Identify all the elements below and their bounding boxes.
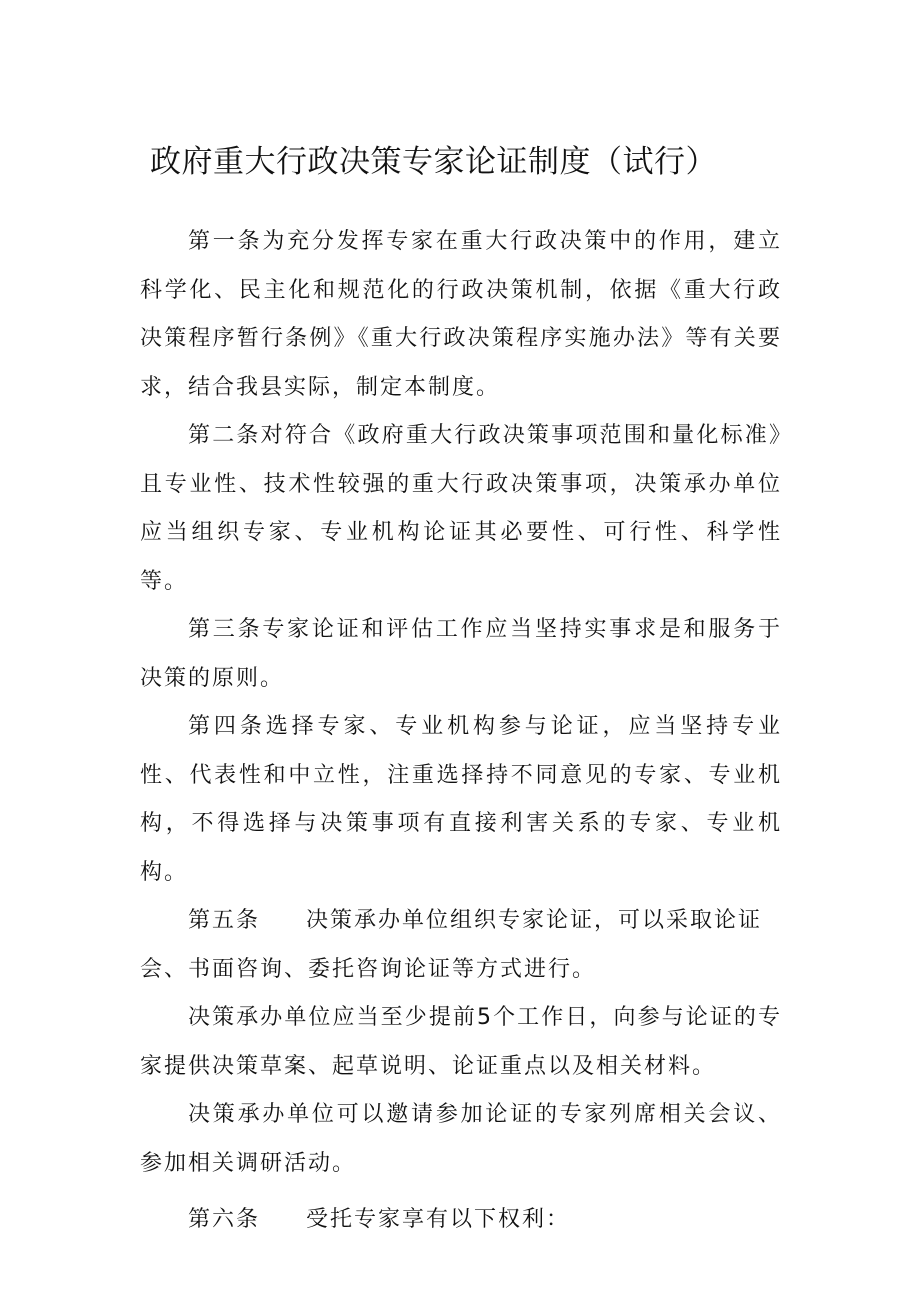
article-5-advance-notice-paragraph: 决策承办单位应当至少提前5个工作日，向参与论证的专家提供决策草案、起草说明、论证重点以及相关材料。 [140,1005,782,1079]
article-5-text: 决策承办单位组织专家论证，可以采取论证会、书面咨询、委托咨询论证等方式进行。 [140,908,763,982]
article-5-paragraph [140,897,782,994]
article-6-text: 受托专家享有以下权利： [306,1207,571,1232]
article-6-paragraph [140,1196,782,1245]
article-5-label: 第五条 [188,908,261,933]
article-4-paragraph: 第四条选择专家、专业机构参与论证，应当坚持专业性、代表性和中立性，注重选择持不同意见的专家、专业机构，不得选择与决策事项有直接利害关系的专家、专业机构。 [140,714,782,885]
document-title: 政府重大行政决策专家论证制度（试行） [150,144,717,180]
article-3-paragraph: 第三条专家论证和评估工作应当坚持实事求是和服务于决策的原则。 [140,617,782,691]
article-2-paragraph: 第二条对符合《政府重大行政决策事项范围和量化标准》且专业性、技术性较强的重大行政决策事项，决策承办单位应当组织专家、专业机构论证其必要性、可行性、科学性等。 [140,423,782,594]
document-body [140,218,782,1245]
article-6-label: 第六条 [188,1207,261,1232]
article-5-attendance-paragraph: 决策承办单位可以邀请参加论证的专家列席相关会议、参加相关调研活动。 [140,1102,782,1176]
article-1-paragraph: 第一条为充分发挥专家在重大行政决策中的作用，建立科学化、民主化和规范化的行政决策机制，依据《重大行政决策程序暂行条例》《重大行政决策程序实施办法》等有关要求，结合我县实际，制定本制度。 [140,229,782,400]
